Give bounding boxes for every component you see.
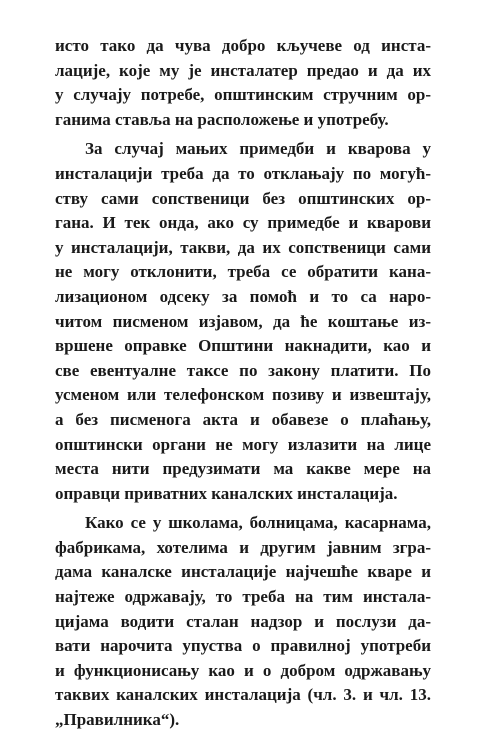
text-line: ству сами сопственици без општинских ор- <box>55 188 431 208</box>
text-line: и функционисању као и о добром одржавању <box>55 660 431 680</box>
document-page <box>55 34 431 733</box>
text-line: лизационом одсеку за помоћ и то са наро- <box>55 286 431 306</box>
text-line: читом писменом изјавом, да ће коштање из- <box>55 311 431 331</box>
text-line: вати нарочита упуства о правилној употреби <box>55 636 431 656</box>
paragraph-2 <box>55 137 431 506</box>
text-line: места нити предузимати ма какве мере на <box>55 459 431 479</box>
text-line: таквих каналских инсталација (чл. 3. и чл. 13. <box>55 685 431 705</box>
text-line: најтеже одржавају, то треба на тим инстала- <box>55 587 431 607</box>
text-line: у случају потребе, општинским стручним ор- <box>55 85 431 105</box>
text-line: фабрикама, хотелима и другим јавним згра- <box>55 537 431 557</box>
text-line: све евентуалне таксе по закону платити. По <box>55 360 431 380</box>
text-line: вршене оправке Општини накнадити, као и <box>55 336 431 356</box>
text-line: За случај мањих примедби и кварова у <box>85 139 431 159</box>
text-line: а без писменога акта и обавезе о плаћању, <box>55 409 431 429</box>
text-line: „Правилника“). <box>55 710 180 730</box>
text-line: општински органи не могу излазити на лице <box>55 434 431 454</box>
text-line: дама каналске инсталације најчешће кваре и <box>55 562 431 582</box>
text-line: гана. И тек онда, ако су примедбе и кварови <box>55 213 431 233</box>
paragraph-3 <box>55 511 431 732</box>
text-line: ганима ставља на расположење и употребу. <box>55 109 389 129</box>
text-line: не могу отклонити, треба се обратити кана- <box>55 262 431 282</box>
text-line: оправци приватних каналских инсталација. <box>55 483 398 503</box>
text-line: Како се у школама, болницама, касарнама, <box>85 513 431 533</box>
text-line: усменом или телефонском позиву и извештају, <box>55 385 431 405</box>
text-line: у инсталацији, такви, да их сопственици сами <box>55 237 431 257</box>
paragraph-1 <box>55 34 431 132</box>
text-line: инсталацији треба да то отклањају по могућ- <box>55 163 431 183</box>
text-line: исто тако да чува добро кључеве од инста- <box>55 36 431 55</box>
text-line: цијама водити сталан надзор и послузи да- <box>55 611 431 631</box>
text-line: лације, које му је инсталатер предао и да их <box>55 60 431 80</box>
